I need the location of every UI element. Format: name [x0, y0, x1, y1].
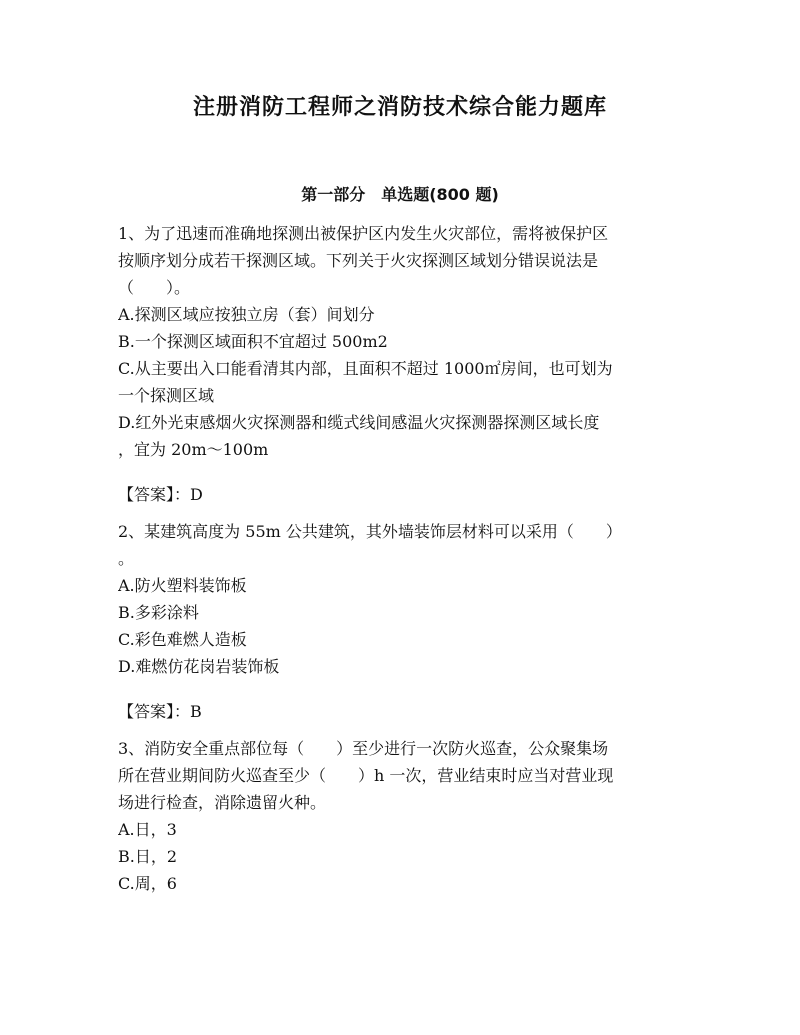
- option-a: A.探测区域应按独立房（套）间划分: [118, 305, 375, 324]
- question-stem-line: 3、消防安全重点部位每（ ）至少进行一次防火巡查，公众聚集场: [118, 739, 609, 758]
- question-stem-line: 场进行检查，消除遗留火种。: [118, 793, 327, 812]
- option-c: C.彩色难燃人造板: [118, 630, 247, 649]
- option-a: A.日，3: [118, 820, 177, 839]
- question-stem-line: 1、为了迅速而准确地探测出被保护区内发生火灾部位，需将被保护区: [118, 224, 609, 243]
- question-stem-line: 2、某建筑高度为 55m 公共建筑，其外墙装饰层材料可以采用（ ）: [118, 522, 622, 541]
- option-b: B.日，2: [118, 847, 178, 866]
- answer-line: 【答案】：D: [118, 485, 203, 504]
- question-stem-line: 所在营业期间防火巡查至少（ ）h 一次，营业结束时应当对营业现: [118, 766, 614, 785]
- option-d: D.红外光束感烟火灾探测器和缆式线间感温火灾探测器探测区域长度: [118, 413, 600, 432]
- question-block: [118, 220, 684, 518]
- option-c: C.周，6: [118, 874, 177, 893]
- option-d-continued: ，宜为 20m～100m: [118, 440, 269, 459]
- option-c-continued: 一个探测区域: [118, 386, 215, 405]
- question-block: [118, 735, 684, 897]
- question-stem-line: 。: [118, 549, 135, 568]
- section-heading: 第一部分 单选题(800 题): [301, 185, 499, 204]
- document-title: 注册消防工程师之消防技术综合能力题库: [192, 95, 607, 120]
- option-c: C.从主要出入口能看清其内部，且面积不超过 1000㎡房间，也可划为: [118, 359, 613, 378]
- option-a: A.防火塑料装饰板: [118, 576, 247, 595]
- question-stem-line: 按顺序划分成若干探测区域。下列关于火灾探测区域划分错误说法是: [118, 251, 599, 270]
- question-stem-line: （ ）。: [118, 278, 191, 297]
- question-block: [118, 518, 684, 735]
- option-b: B.多彩涂料: [118, 603, 199, 622]
- answer-line: 【答案】：B: [118, 702, 202, 721]
- option-b: B.一个探测区域面积不宜超过 500m2: [118, 332, 388, 351]
- option-d: D.难燃仿花岗岩装饰板: [118, 657, 280, 676]
- question-list: [118, 220, 684, 897]
